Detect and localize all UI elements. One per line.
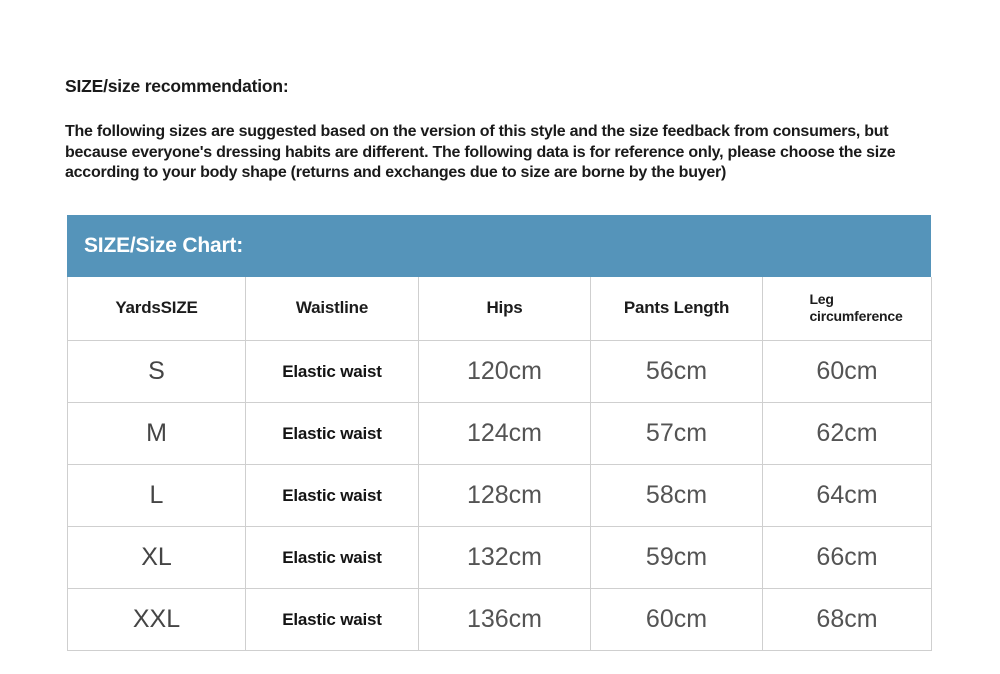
leg-circumference-cell: 60cm <box>763 341 932 403</box>
size-chart-table <box>67 277 932 652</box>
waistline-cell: Elastic waist <box>246 341 419 403</box>
table-row-l <box>68 465 932 527</box>
table-row-xxl <box>68 589 932 651</box>
table-row-xl <box>68 527 932 589</box>
waistline-cell: Elastic waist <box>246 589 419 651</box>
column-header-size: YardsSIZE <box>68 277 246 341</box>
table-row-s <box>68 341 932 403</box>
column-header-pants-length: Pants Length <box>591 277 763 341</box>
pants-length-cell: 60cm <box>591 589 763 651</box>
size-cell: XL <box>68 527 246 589</box>
size-cell: L <box>68 465 246 527</box>
pants-length-cell: 58cm <box>591 465 763 527</box>
hips-cell: 132cm <box>419 527 591 589</box>
leg-circumference-cell: 64cm <box>763 465 932 527</box>
column-header-leg-circumference <box>763 277 932 341</box>
waistline-cell: Elastic waist <box>246 403 419 465</box>
pants-length-cell: 59cm <box>591 527 763 589</box>
intro-paragraph: The following sizes are suggested based on the version of this style and the size feedback from consumers, but because everyone's dressing habits are different. The following data is for reference only, please choose the size according to your body shape (returns and exchanges due to size are borne by the buyer) <box>65 123 896 181</box>
pants-length-cell: 57cm <box>591 403 763 465</box>
waistline-cell: Elastic waist <box>246 465 419 527</box>
hips-cell: 128cm <box>419 465 591 527</box>
table-row-m <box>68 403 932 465</box>
hips-cell: 136cm <box>419 589 591 651</box>
hips-cell: 124cm <box>419 403 591 465</box>
size-chart-header-bar <box>67 215 931 277</box>
column-header-hips: Hips <box>419 277 591 341</box>
leg-circumference-cell: 68cm <box>763 589 932 651</box>
page-title: SIZE/size recommendation: <box>65 76 289 96</box>
waistline-cell: Elastic waist <box>246 527 419 589</box>
hips-cell: 120cm <box>419 341 591 403</box>
size-cell: S <box>68 341 246 403</box>
leg-line2: circumference <box>809 308 903 325</box>
size-cell: XXL <box>68 589 246 651</box>
leg-circumference-cell: 66cm <box>763 527 932 589</box>
leg-line1: Leg <box>809 291 834 308</box>
leg-circumference-cell: 62cm <box>763 403 932 465</box>
table-header-row <box>68 277 932 341</box>
size-cell: M <box>68 403 246 465</box>
size-chart <box>67 215 931 652</box>
size-chart-title: SIZE/Size Chart: <box>84 233 243 257</box>
pants-length-cell: 56cm <box>591 341 763 403</box>
column-header-waistline: Waistline <box>246 277 419 341</box>
